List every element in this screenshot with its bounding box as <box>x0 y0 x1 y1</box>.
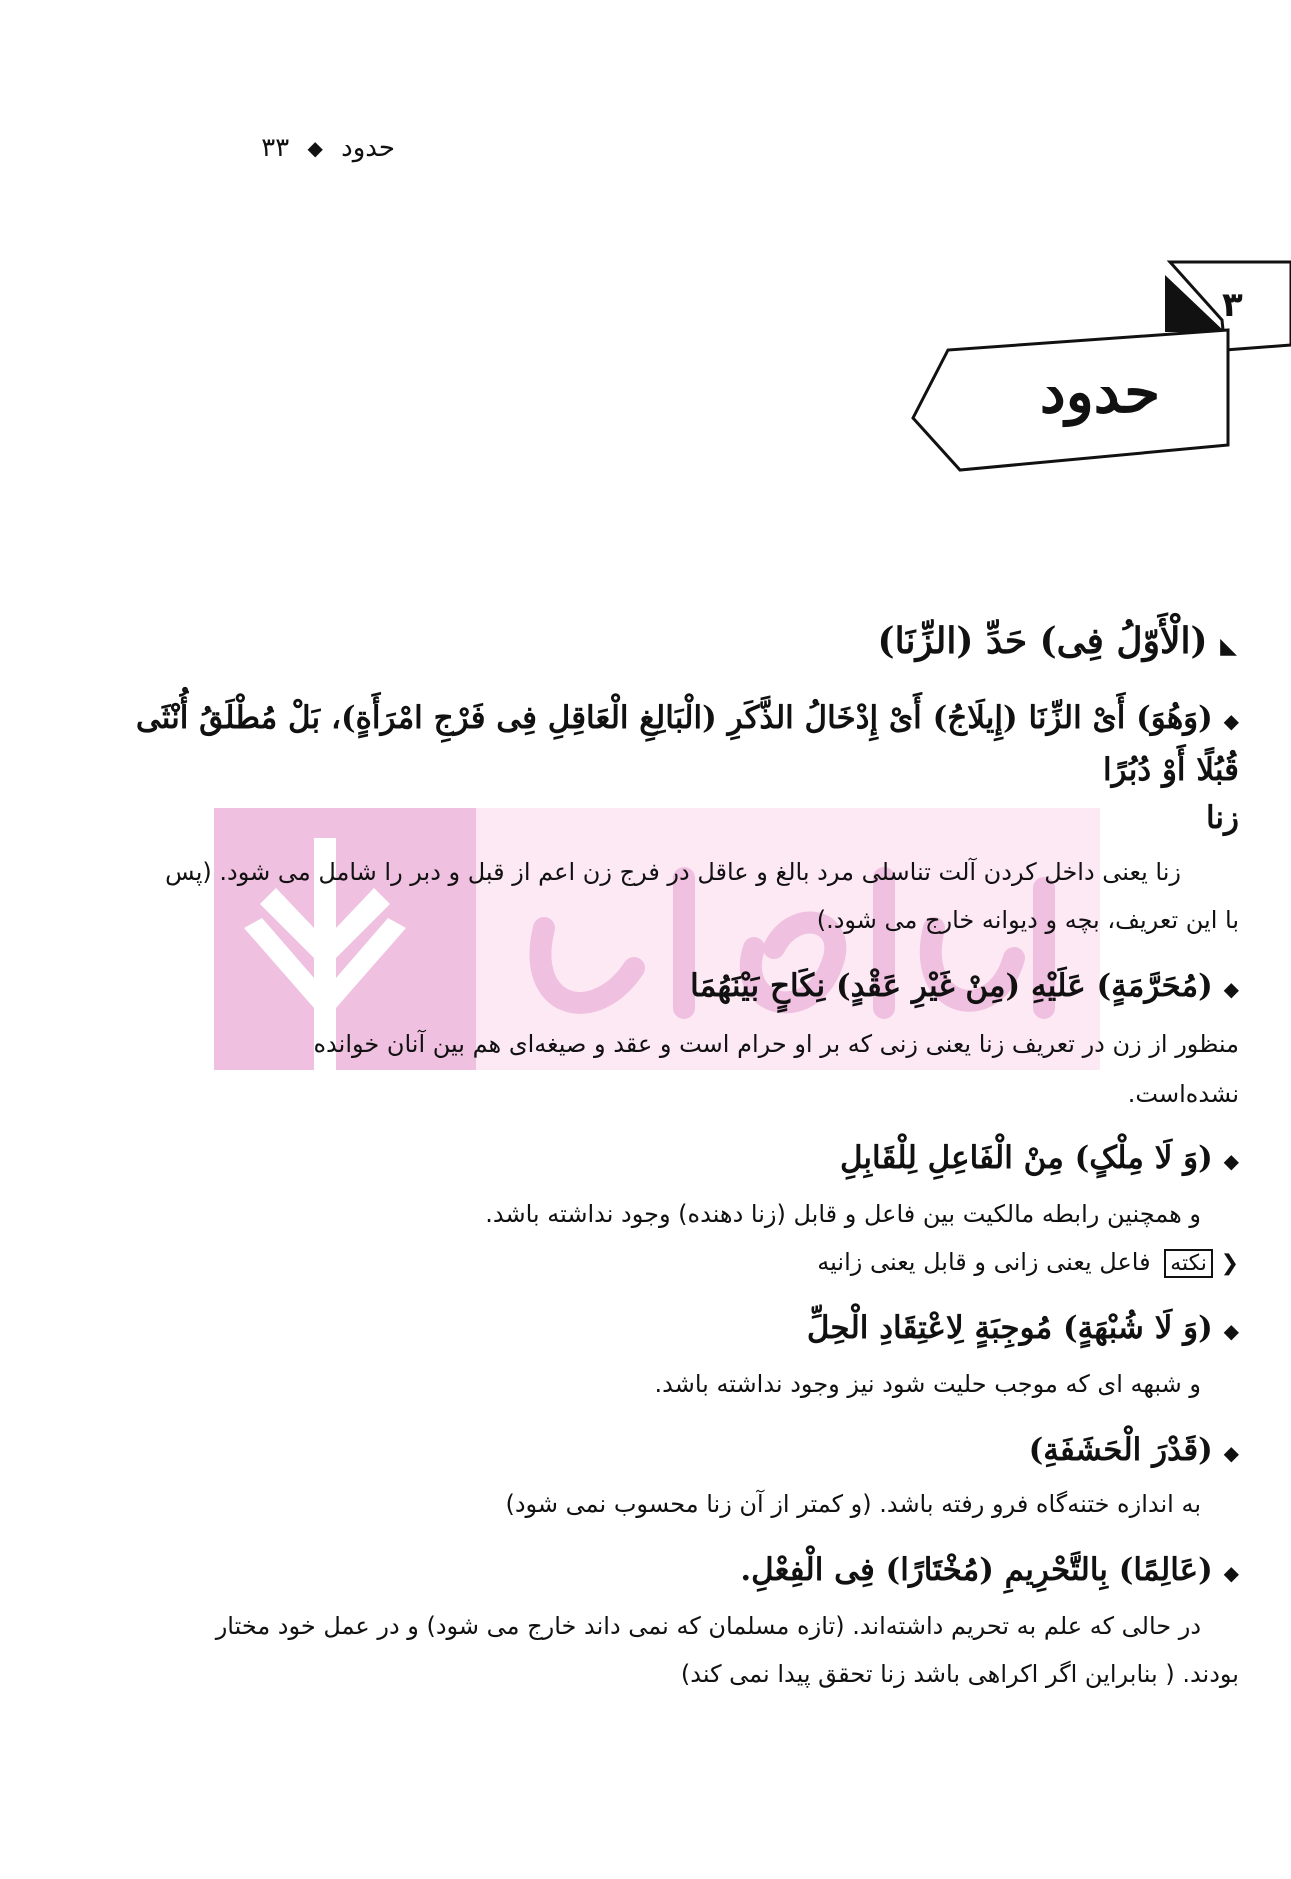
quote-text: (وَ لَا مِلْکٍ) مِنْ الْفَاعِلِ لِلْقَابِلِ <box>839 1140 1213 1176</box>
quote-text: قُبُلًا أَوْ دُبُرًا <box>1103 752 1239 788</box>
quote-line <box>807 1310 1239 1346</box>
explanation-line: و شبهه ای که موجب حلیت شود نیز وجود نداشته باشد. <box>654 1370 1201 1398</box>
explanation-line: بودند. ( بنابراین اگر اکراهی باشد زنا تحقق پیدا نمی کند) <box>680 1660 1239 1688</box>
note-label: نکته <box>1164 1249 1213 1278</box>
chapter-title: حدود <box>1039 358 1161 426</box>
explanation-line: به اندازه ختنه‌گاه فرو رفته باشد. (و کمتر از آن زنا محسوب نمی شود) <box>505 1490 1201 1518</box>
quote-line <box>1103 752 1239 788</box>
section-heading-text: (الْأَوّلُ فِی) حَدِّ (الزِّنَا) <box>877 620 1208 662</box>
explanation-line: و همچنین رابطه مالکیت بین فاعل و قابل (زنا دهنده) وجود نداشته باشد. <box>485 1200 1201 1228</box>
quote-line <box>690 968 1239 1004</box>
quote-line <box>1029 1432 1239 1468</box>
quote-text: (قَدْرَ الْحَشَفَةِ) <box>1028 1432 1213 1468</box>
diamond-bullet-icon: ◆ <box>1223 709 1239 733</box>
quote-line <box>136 700 1239 736</box>
diamond-bullet-icon: ◆ <box>1223 1441 1239 1465</box>
chapter-number: ۳ <box>1222 285 1243 325</box>
quote-text: (عَالِمًا) بِالتَّحْرِیمِ (مُخْتَارًا) فِی الْفِعْلِ. <box>740 1552 1213 1588</box>
diamond-bullet-icon: ◆ <box>1223 1149 1239 1173</box>
explanation-line: زنا یعنی داخل کردن آلت تناسلی مرد بالغ و عاقل در فرج زن اعم از قبل و دبر را شامل می شود. (پس <box>165 858 1181 886</box>
explanation-line: با این تعریف، بچه و دیوانه خارج می شود.) <box>816 906 1239 934</box>
page-number: ۳۳ <box>261 132 290 163</box>
quote-line <box>840 1140 1239 1176</box>
term-heading: زنا <box>1205 800 1239 836</box>
quote-text: (وَهُوَ) أَیْ الزِّنَا (إِیلَاجُ) أَیْ إِدْخَالُ الذَّکَرِ (الْبَالِغِ الْعَاقِلِ فِی فَرْجِ امْرَأَةٍ)، بَلْ مُطْلَقُ أُنْثَی <box>135 700 1213 736</box>
note-line <box>817 1248 1239 1278</box>
note-text: فاعل یعنی زانی و قابل یعنی زانیه <box>817 1248 1151 1276</box>
diamond-icon: ◆ <box>307 135 323 160</box>
explanation-line: در حالی که علم به تحریم داشته‌اند. (تازه مسلمان که نمی داند خارج می شود) و در عمل خود مختار <box>215 1612 1201 1640</box>
explanation-line: منظور از زن در تعریف زنا یعنی زنی که بر او حرام است و عقد و صیغه‌ای هم بین آنان خوانده <box>313 1030 1239 1058</box>
diamond-bullet-icon: ◆ <box>1223 1319 1239 1343</box>
quote-text: (وَ لَا شُبْهَةٍ) مُوجِبَةٍ لِاعْتِقَادِ الْحِلِّ <box>806 1310 1213 1346</box>
diamond-bullet-icon: ◆ <box>1223 977 1239 1001</box>
section-marker-icon: ◣ <box>1220 633 1237 659</box>
note-arrow-icon: ❮ <box>1220 1251 1239 1276</box>
section-heading <box>878 620 1237 662</box>
explanation-line: نشده‌است. <box>1127 1080 1239 1108</box>
quote-line <box>740 1552 1239 1588</box>
running-title: حدود <box>341 132 395 163</box>
diamond-bullet-icon: ◆ <box>1223 1561 1239 1585</box>
running-header <box>205 132 395 172</box>
quote-text: (مُحَرَّمَةٍ) عَلَیْهِ (مِنْ غَیْرِ عَقْدٍ) نِکَاحٍ بَیْنَهُمَا <box>690 968 1213 1004</box>
